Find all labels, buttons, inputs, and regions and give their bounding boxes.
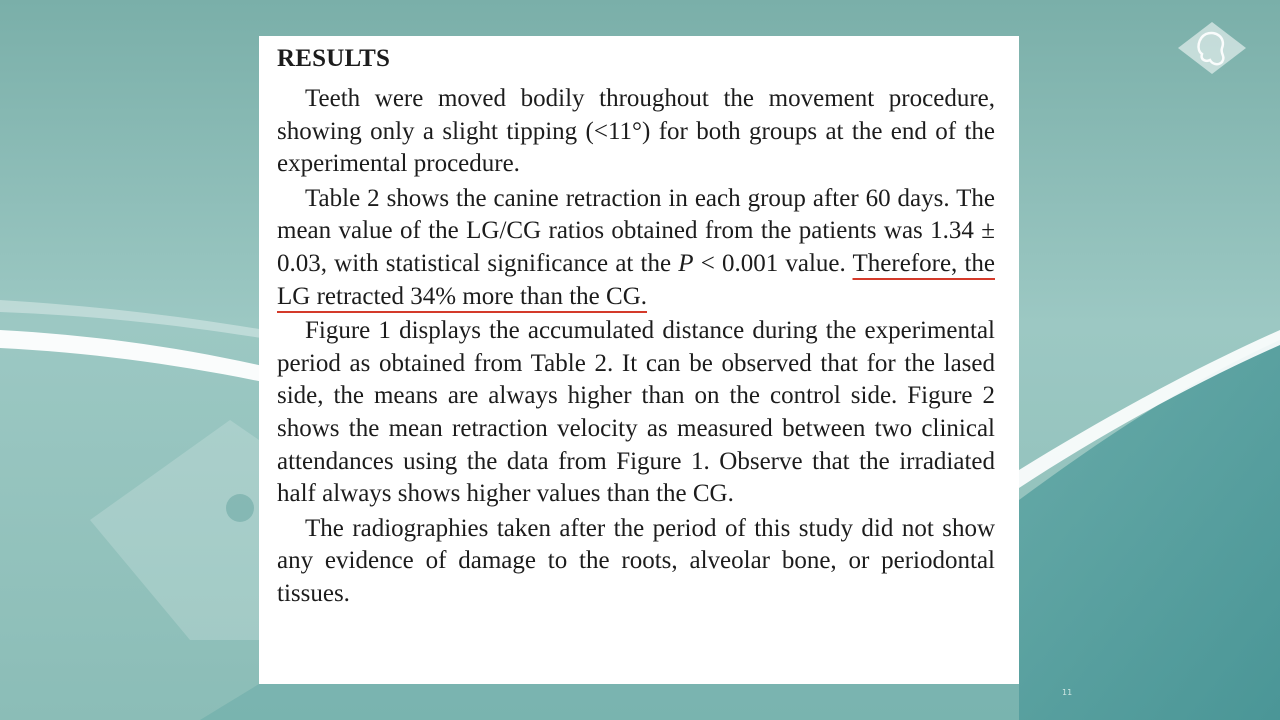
paragraph-text: Teeth were moved bodily throughout the movement procedure, showing only a slight tipping (<11°) for both groups at the end of the experimental procedure. xyxy=(277,85,995,178)
p-value-symbol: P xyxy=(678,249,694,277)
paragraph-radiographies xyxy=(277,513,995,611)
article-excerpt xyxy=(259,36,1019,684)
section-heading: RESULTS xyxy=(277,45,391,72)
paragraph-text: Table 2 shows the canine retraction in each group after 60 days. The mean value of the LG/CG ratios obtained from the patients was 1.34 ± 0.03, with statistical significance at the xyxy=(277,184,995,277)
paragraph-tipping xyxy=(277,83,995,181)
slide-number: 11 xyxy=(1062,688,1073,697)
highlighted-conclusion: Therefore, the LG retracted 34% more than the CG. xyxy=(277,249,995,310)
profile-logo-icon xyxy=(1176,20,1248,76)
paragraph-text: < 0.001 value. xyxy=(693,249,853,277)
paragraph-text: Figure 1 displays the accumulated distance during the experimental period as obtained from Table 2. It can be observed that for the lased side, the means are always higher than on the control side. Figure 2 shows the mean retraction velocity as measured between two clinical attendances using the data from Figure 1. Observe that the irradiated half always shows higher values than the CG. xyxy=(277,317,995,508)
paragraph-text: The radiographies taken after the period of this study did not show any evidence of damage to the roots, alveolar bone, or periodontal tissues. xyxy=(277,514,995,607)
paragraph-figures xyxy=(277,315,995,511)
paragraph-retraction xyxy=(277,183,995,313)
